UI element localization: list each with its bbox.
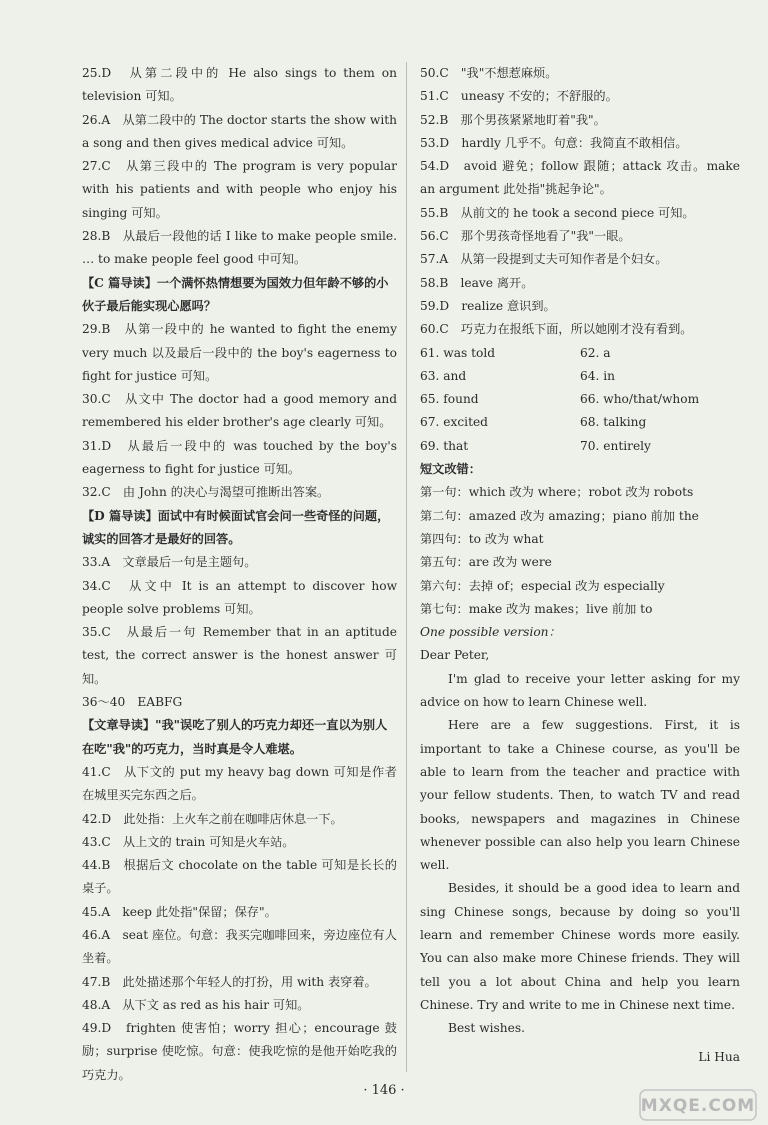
correction-line: 第一句：which 改为 where；robot 改为 robots <box>420 485 694 500</box>
right-column <box>420 62 740 1070</box>
letter-paragraph: Besides, it should be a good idea to learn and sing Chinese songs, because by doing so you'll learn and remember Chinese words more easily. You can also make more Chinese friends. They will tell you a lot about China and help you learn Chinese. Try and write to me in Chinese next time. <box>420 881 740 1012</box>
letter-closing: Best wishes. <box>448 1021 525 1036</box>
answer-25: 25.D 从第二段中的 He also sings to them on television 可知。 <box>82 66 397 104</box>
blank-row <box>420 411 740 434</box>
answer-57: 57.A 从第一段提到丈夫可知作者是个妇女。 <box>420 252 668 267</box>
watermark-logo <box>638 1088 758 1122</box>
answer-44: 44.B 根据后文 chocolate on the table 可知是长长的桌子。 <box>82 858 397 896</box>
sample-version-label: One possible version： <box>420 625 561 640</box>
answer-54: 54.D avoid 避免；follow 跟随；attack 攻击。make an argument 此处指"挑起争论"。 <box>420 159 740 197</box>
left-column <box>82 62 397 1087</box>
answer-36-40: 36～40 EABFG <box>82 695 183 710</box>
article-guide: 【文章导读】"我"误吃了别人的巧克力却还一直以为别人在吃"我"的巧克力，当时真是令人难堪。 <box>82 718 388 756</box>
passage-c-guide: 【C 篇导读】一个满怀热情想要为国效力但年龄不够的小伙子最后能实现心愿吗？ <box>82 275 389 313</box>
blank-answer: 63. and <box>420 368 467 383</box>
answer-27: 27.C 从第三段中的 The program is very popular with his patients and with people who enjoy his singing 可知。 <box>82 159 397 220</box>
letter-paragraph: Here are a few suggestions. First, it is important to take a Chinese course, as you'll be able to learn from the teacher and practice with your fellow students. Then, to watch TV and read books, newspapers and magazines in Chinese whenever possible can also help you learn Chinese well. <box>420 718 740 873</box>
blank-row <box>420 342 740 365</box>
answer-41: 41.C 从下文的 put my heavy bag down 可知是作者在城里买完东西之后。 <box>82 764 397 803</box>
answer-55: 55.B 从前文的 he took a second piece 可知。 <box>420 205 695 220</box>
answer-35: 35.C 从最后一句 Remember that in an aptitude test, the correct answer is the honest answer 可知。 <box>82 625 397 686</box>
answer-46: 46.A seat 座位。句意：我买完咖啡回来，旁边座位有人坐着。 <box>82 927 397 966</box>
answer-30: 30.C 从文中 The doctor had a good memory and remembered his elder brother's age clearly 可知。 <box>82 392 397 430</box>
answer-26: 26.A 从第二段中的 The doctor starts the show with a song and then gives medical advice 可知。 <box>82 112 397 150</box>
answer-50: 50.C "我"不想惹麻烦。 <box>420 66 558 80</box>
blank-answer: 61. was told <box>420 345 496 360</box>
answer-59: 59.D realize 意识到。 <box>420 298 556 313</box>
blank-row <box>420 435 740 458</box>
blank-answer: 69. that <box>420 438 469 453</box>
blank-row <box>420 388 740 411</box>
blank-answer: 62. a <box>580 345 611 360</box>
answer-32: 32.C 由 John 的决心与渴望可推断出答案。 <box>82 485 330 500</box>
answer-56: 56.C 那个男孩奇怪地看了"我"一眼。 <box>420 229 631 244</box>
correction-line: 第五句：are 改为 were <box>420 555 552 570</box>
letter-signature: Li Hua <box>698 1050 740 1065</box>
answer-60: 60.C 巧克力在报纸下面，所以她刚才没有看到。 <box>420 322 693 337</box>
answer-33: 33.A 文章最后一句是主题句。 <box>82 555 257 570</box>
watermark-text: MXQE.COM <box>640 1096 756 1116</box>
page-number: · 146 · <box>363 1083 405 1098</box>
answer-51: 51.C uneasy 不安的；不舒服的。 <box>420 89 618 104</box>
blank-row <box>420 365 740 388</box>
letter-salutation: Dear Peter, <box>420 648 490 663</box>
answer-42: 42.D 此处指：上火车之前在咖啡店休息一下。 <box>82 811 343 826</box>
blank-answer: 64. in <box>580 368 616 383</box>
answer-47: 47.B 此处描述那个年轻人的打扮，用 with 表穿着。 <box>82 974 377 989</box>
error-correction-title: 短文改错： <box>420 462 481 477</box>
answer-53: 53.D hardly 几乎不。句意：我简直不敢相信。 <box>420 135 688 150</box>
answer-29: 29.B 从第一段中的 he wanted to fight the enemy very much 以及最后一段中的 the boy's eagerness to fight for justice 可知。 <box>82 322 397 383</box>
blank-answer: 66. who/that/whom <box>580 392 700 407</box>
answer-43: 43.C 从上文的 train 可知是火车站。 <box>82 834 295 849</box>
answer-49: 49.D frighten 使害怕；worry 担心；encourage 鼓励；surprise 使吃惊。句意：使我吃惊的是他开始吃我的巧克力。 <box>82 1021 397 1082</box>
answer-28: 28.B 从最后一段他的话 I like to make people smile. … to make people feel good 中可知。 <box>82 229 397 267</box>
answer-58: 58.B leave 离开。 <box>420 275 534 290</box>
letter-paragraph: I'm glad to receive your letter asking for my advice on how to learn Chinese well. <box>420 671 740 710</box>
answer-45: 45.A keep 此处指"保留；保存"。 <box>82 904 277 919</box>
blank-answer: 65. found <box>420 392 479 407</box>
answer-52: 52.B 那个男孩紧紧地盯着"我"。 <box>420 112 606 127</box>
answer-48: 48.A 从下文 as red as his hair 可知。 <box>82 997 310 1012</box>
correction-line: 第七句：make 改为 makes；live 前加 to <box>420 601 653 616</box>
answer-34: 34.C 从文中 It is an attempt to discover how people solve problems 可知。 <box>82 578 397 616</box>
column-divider <box>406 62 407 1072</box>
correction-line: 第二句：amazed 改为 amazing；piano 前加 the <box>420 508 699 523</box>
blank-answer: 70. entirely <box>580 438 651 453</box>
blank-answer: 67. excited <box>420 415 488 430</box>
blank-answer: 68. talking <box>580 415 647 430</box>
correction-line: 第六句：去掉 of；especial 改为 especially <box>420 578 665 593</box>
passage-d-guide: 【D 篇导读】面试中有时候面试官会问一些奇怪的问题，诚实的回答才是最好的回答。 <box>82 508 390 546</box>
correction-line: 第四句：to 改为 what <box>420 531 544 546</box>
answer-31: 31.D 从最后一段中的 was touched by the boy's eagerness to fight for justice 可知。 <box>82 438 397 477</box>
